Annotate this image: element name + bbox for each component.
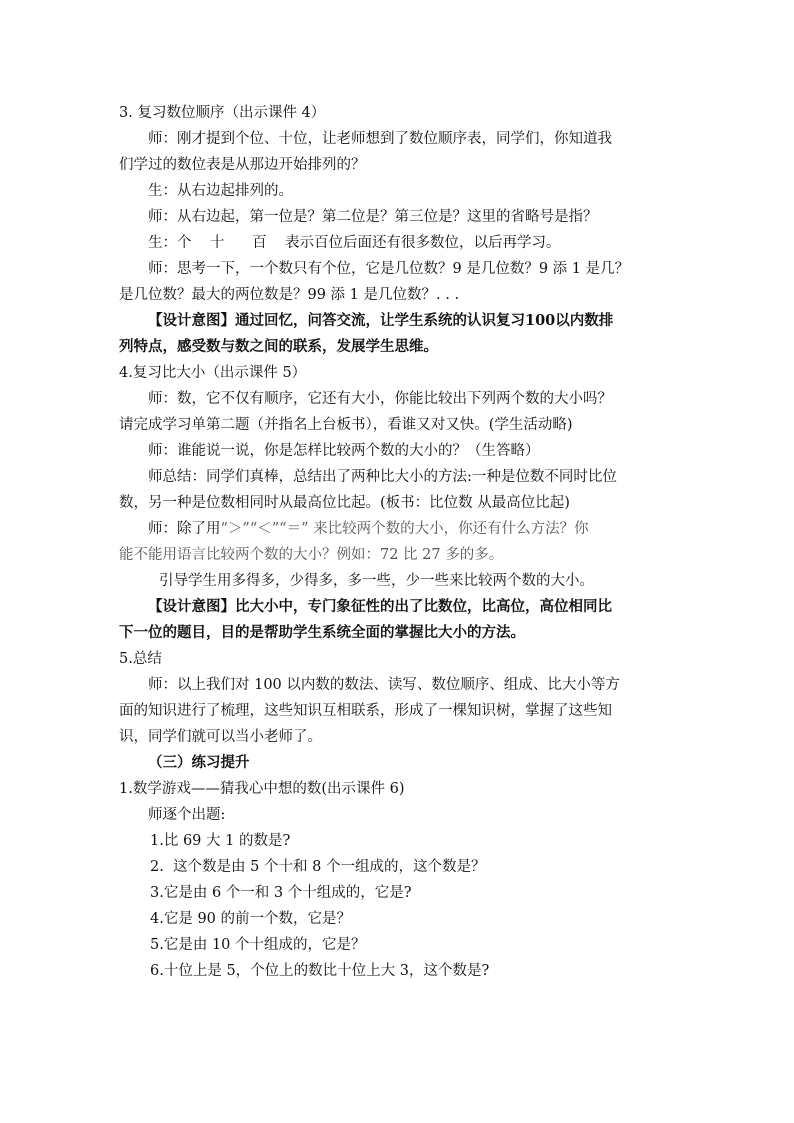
question-item: 6.十位上是 5，个位上的数比十位上大 3，这个数是? xyxy=(150,963,490,979)
section-heading: （三）练习提升 xyxy=(148,754,250,771)
paragraph-line: 师：以上我们对 100 以内数的数法、读写、数位顺序、组成、比大小等方 xyxy=(148,677,620,693)
paragraph-line: 们学过的数位表是从那边开始排列的？ xyxy=(119,157,366,173)
design-intent-line: 列特点，感受数与数之间的联系，发展学生思维。 xyxy=(119,338,438,355)
section-heading: 5.总结 xyxy=(119,651,162,667)
question-item: 5.它是由 10 个十组成的，它是？ xyxy=(150,937,366,953)
section-heading: 4.复习比大小（出示课件 5） xyxy=(119,365,307,381)
paragraph-line xyxy=(148,519,589,539)
paragraph-line: 能不能用语言比较两个数的大小？例如：72 比 27 多的多。 xyxy=(119,547,504,563)
paragraph-line: 生：个 十 百 表示百位后面还有很多数位，以后再学习。 xyxy=(148,235,561,251)
paragraph-line: 师：思考一下，一个数只有个位，它是几位数？9 是几位数？9 添 1 是几？ xyxy=(148,261,630,277)
paragraph-line: 师：谁能说一说，你是怎样比较两个数的大小的？（生答略） xyxy=(148,443,540,459)
section-heading: 1.数学游戏——猜我心中想的数(出示课件 6) xyxy=(119,781,405,797)
paragraph-line: 师逐个出题: xyxy=(148,807,226,823)
paragraph-line: 识，同学们就可以当小老师了。 xyxy=(119,729,322,745)
paragraph-line: 师：数，它不仅有顺序，它还有大小，你能比较出下列两个数的大小吗？ xyxy=(148,391,612,407)
question-item: 2. 这个数是由 5 个十和 8 个一组成的，这个数是？ xyxy=(150,859,486,875)
paragraph-line: 是几位数？最大的两位数是？99 添 1 是几位数？. . . xyxy=(119,287,460,303)
design-intent-line: 下一位的题目，目的是帮助学生系统全面的掌握比大小的方法。 xyxy=(119,624,525,641)
line-rest: “＞”“＜”“＝” 来比较两个数的大小，你还有什么方法？你 xyxy=(220,521,589,537)
section-heading: 3. 复习数位顺序（出示课件 4） xyxy=(119,105,326,121)
paragraph-line: 数，另一种是位数相同时从最高位比起。(板书：比位数 从最高位比起) xyxy=(119,495,570,511)
design-intent-line: 【设计意图】通过回忆，问答交流，让学生系统的认识复习100以内数排 xyxy=(148,312,614,329)
paragraph-line: 请完成学习单第二题（并指名上台板书），看谁又对又快。(学生活动略) xyxy=(119,417,573,433)
design-intent-line: 【设计意图】比大小中，专门象征性的出了比数位，比高位，高位相同比 xyxy=(148,598,612,615)
paragraph-line: 师总结：同学们真棒，总结出了两种比大小的方法:一种是位数不同时比位 xyxy=(148,469,617,485)
line-start: 师：除了用 xyxy=(148,521,221,537)
paragraph-line: 面的知识进行了梳理，这些知识互相联系，形成了一棵知识树，掌握了这些知 xyxy=(119,703,612,719)
paragraph-line: 师：刚才提到个位、十位，让老师想到了数位顺序表，同学们，你知道我 xyxy=(148,131,612,147)
paragraph-line: 师：从右边起，第一位是？第二位是？第三位是？这里的省略号是指？ xyxy=(148,209,598,225)
paragraph-line: 引导学生用多得多，少得多，多一些，少一些来比较两个数的大小。 xyxy=(159,573,594,589)
question-item: 3.它是由 6 个一和 3 个十组成的，它是? xyxy=(150,885,412,901)
paragraph-line: 生：从右边起排列的。 xyxy=(148,183,293,199)
question-item: 1.比 69 大 1 的数是? xyxy=(150,833,291,849)
question-item: 4.它是 90 的前一个数，它是？ xyxy=(150,911,352,927)
